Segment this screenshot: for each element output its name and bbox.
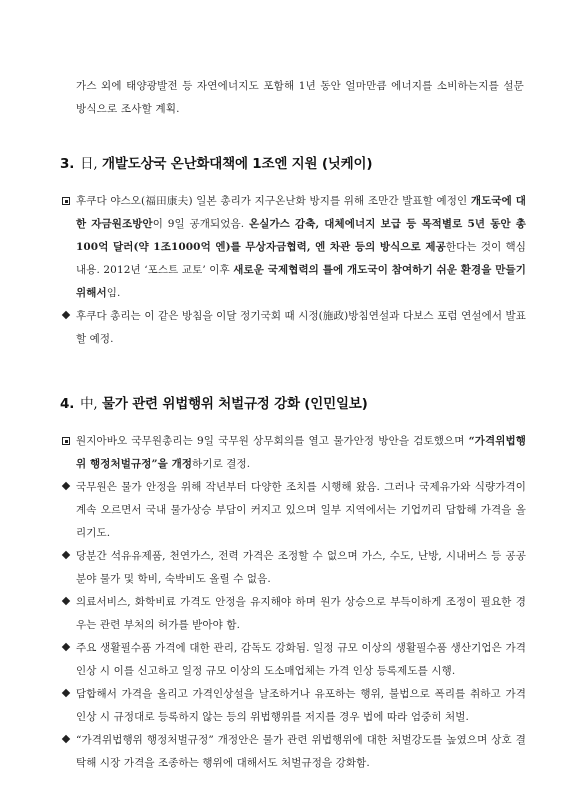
section-3-title: 개발도상국 온난화대책에 1조엔 지원 (닛케이)	[102, 156, 373, 172]
section-3-bullet-item	[60, 305, 526, 351]
text-run: 한다는 것이 핵심내용. 2012년 ‘포스트 교토’ 이후	[76, 241, 526, 276]
section-4-bullet-item	[60, 683, 526, 729]
section-4-title: 물가 관련 위법행위 처벌규정 강화 (인민일보)	[102, 396, 368, 412]
text-run: 후쿠다 야스오(福田康夫) 일본 총리가 지구온난화 방지를 위해 조만간 발표할 예정인	[76, 195, 471, 207]
section-4-bullet-item	[60, 729, 526, 775]
bullet-text: 주요 생활필수품 가격에 대한 관리, 감독도 강화됨. 일정 규모 이상의 생활필수품 생산기업은 가격 인상 시 이를 신고하고 일정 규모 이상의 도소매업체는 가격 인상 등록제도를 시행.	[76, 642, 526, 677]
section-4-body	[60, 430, 526, 775]
section-4-main-paragraph	[60, 430, 526, 476]
bullet-text: 국무원은 물가 안정을 위해 작년부터 다양한 조치를 시행해 왔음. 그러나 국제유가와 식량가격이 계속 오르면서 국내 물가상승 부담이 커지고 있으며 일부 지역에서는 기업끼리 담합해 가격을 올리기도.	[76, 481, 526, 539]
diamond-bullet-icon	[62, 311, 70, 319]
diamond-bullet-icon	[62, 735, 70, 743]
bullet-text: 의료서비스, 화학비료 가격도 안정을 유지해야 하며 원가 상승으로 부득이하게 조정이 필요한 경우는 관련 부처의 허가를 받아야 함.	[76, 596, 526, 631]
text-run: 하기로 결정.	[192, 458, 251, 470]
section-3-country: 日,	[80, 156, 98, 172]
section-3-body	[60, 190, 526, 351]
bullet-text: “가격위법행위 행정처벌규정” 개정안은 물가 관련 위법행위에 대한 처벌강도를 높였으며 상호 결탁해 시장 가격을 조종하는 행위에 대해서도 처벌규정을 강화함.	[76, 734, 526, 769]
section-4-bullet-item	[60, 591, 526, 637]
square-bullet-icon	[62, 437, 70, 445]
section-3-main-paragraph	[60, 190, 526, 305]
bold-text-run: 새로운 국제협력의 틀에 개도국이 참여하기 쉬운 환경을 만들기 위해서	[76, 264, 526, 299]
diamond-bullet-icon	[62, 551, 70, 559]
section-4-bullet-item	[60, 476, 526, 545]
diamond-bullet-icon	[62, 689, 70, 697]
section-4-country: 中,	[80, 396, 98, 412]
section-3-number: 3.	[60, 156, 75, 172]
intro-text: 가스 외에 태양광발전 등 자연에너지도 포함해 1년 동안 얼마만큼 에너지를 소비하는지를 설문방식으로 조사할 계획.	[76, 80, 524, 115]
section-4-bullet-item	[60, 545, 526, 591]
bullet-text: 당분간 석유유제품, 천연가스, 전력 가격은 조정할 수 없으며 가스, 수도, 난방, 시내버스 등 공공분야 물가 및 학비, 숙박비도 올릴 수 없음.	[76, 550, 526, 585]
intro-paragraph	[76, 75, 524, 121]
text-run: 원지아바오 국무원총리는 9일 국무원 상무회의를 열고 물가안정 방안을 검토했으며	[76, 435, 469, 447]
section-4-heading	[60, 392, 530, 412]
text-run: 임.	[106, 287, 121, 299]
section-4-number: 4.	[60, 396, 75, 412]
bullet-text: 후쿠다 총리는 이 같은 방침을 이달 정기국회 때 시정(施政)방침연설과 다보스 포럼 연설에서 발표할 예정.	[76, 310, 526, 345]
bold-text-run: “가격위법행위 행정처벌규정”을 개정	[76, 435, 526, 470]
square-bullet-icon	[62, 197, 70, 205]
diamond-bullet-icon	[62, 643, 70, 651]
diamond-bullet-icon	[62, 597, 70, 605]
section-3-heading	[60, 152, 530, 172]
bullet-text: 담합해서 가격을 올리고 가격인상설을 날조하거나 유포하는 행위, 불법으로 폭리를 취하고 가격 인상 시 규정대로 등록하지 않는 등의 위법행위를 저지를 경우 법에 따라 엄중히 처벌.	[76, 688, 526, 723]
text-run: 이 9일 공개되었음.	[152, 218, 249, 230]
diamond-bullet-icon	[62, 482, 70, 490]
bold-text-run: 온실가스 감축, 대체에너지 보급 등 목적별로 5년 동안 총 100억 달러(약 1조1000억 엔)를 무상자금협력, 엔 차관 등의 방식으로 제공	[76, 218, 526, 253]
section-4-bullet-item	[60, 637, 526, 683]
bold-text-run: 개도국에 대한 자금원조방안	[76, 195, 526, 230]
